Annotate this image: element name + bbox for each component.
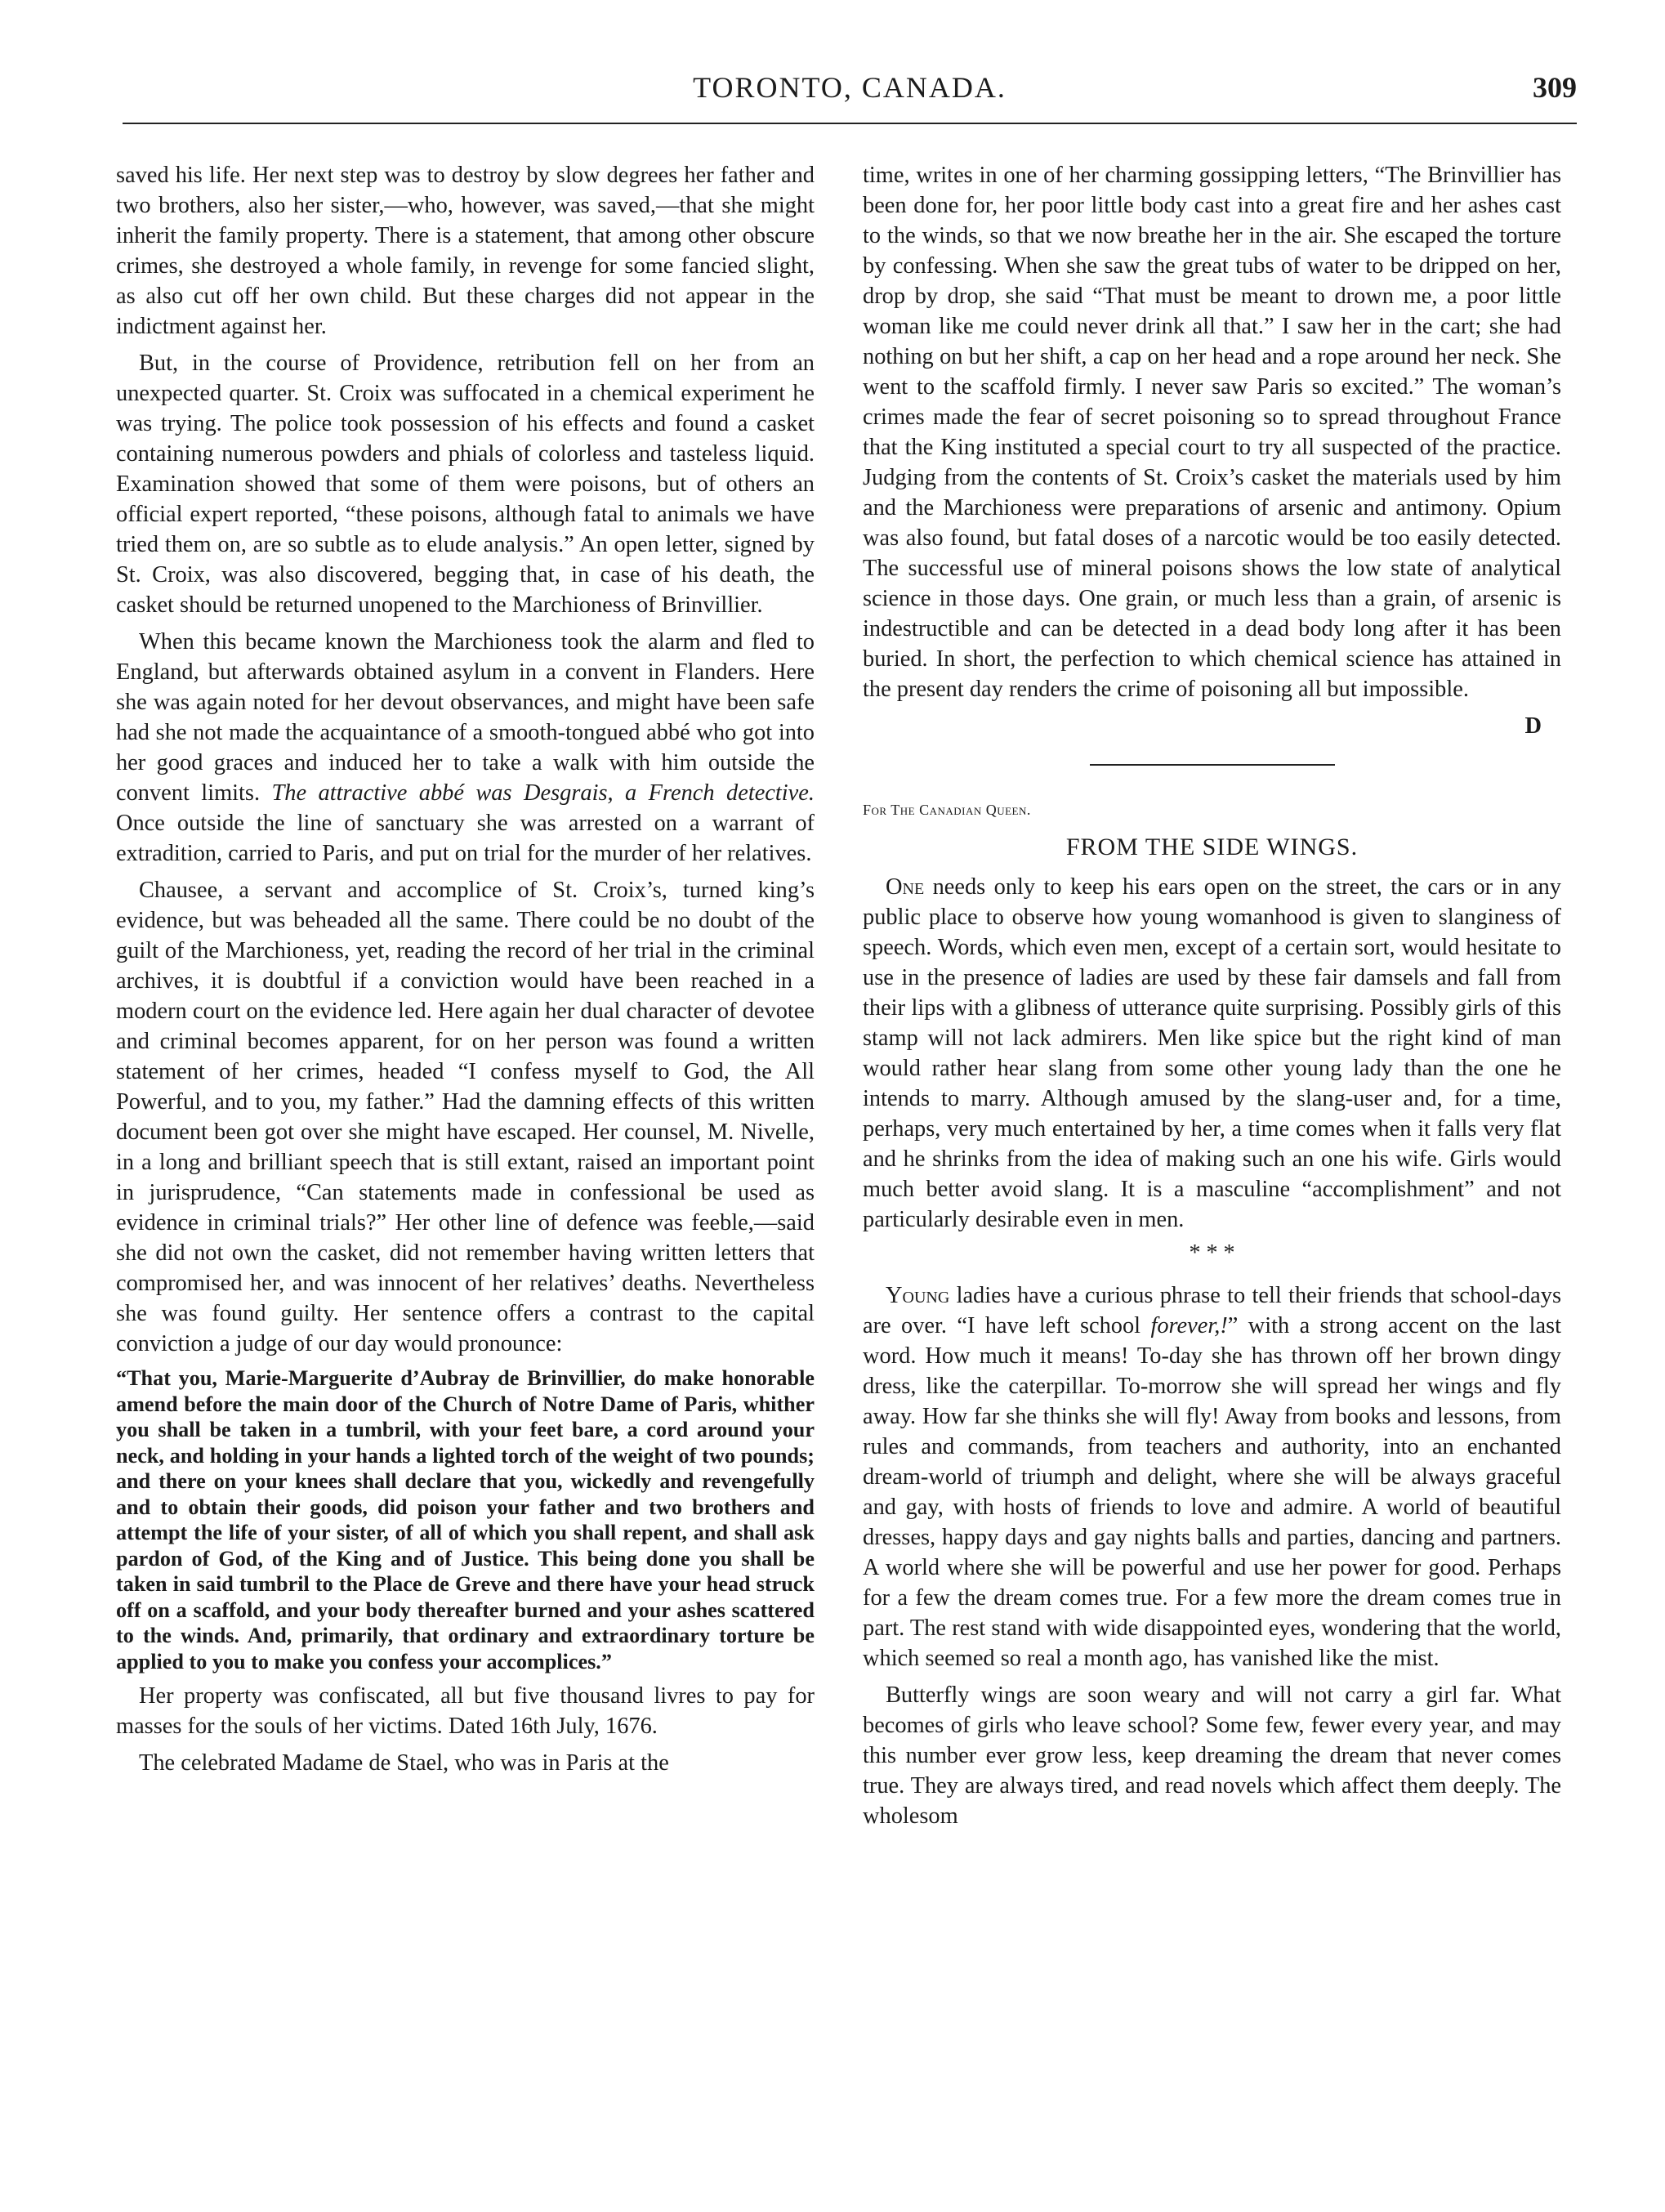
right-column <box>863 160 1561 1838</box>
paragraph <box>863 1280 1561 1674</box>
header-rule <box>123 123 1577 124</box>
text-run: Once outside the line of sanctuary she was arrested on a warrant of extradition, carried to Paris, and put on trial for the murder of her relatives. <box>116 811 815 866</box>
paragraph: Chausee, a servant and accomplice of St. Croix’s, turned king’s evidence, but was beheaded all the same. There could be no doubt of the guilt of the Marchioness, yet, reading the record of her trial in the criminal archives, it is doubtful if a conviction would have been reached in a modern court on the evidence led. Here again her dual character of devotee and criminal becomes apparent, for on her person was found a written statement of her crimes, headed “I confess myself to God, the All Powerful, and to you, my father.” Had the damning effects of this written document been got over she might have escaped. Her counsel, M. Nivelle, in a long and brilliant speech that is still extant, raised an important point in jurisprudence, “Can statements made in confessional be used as evidence in criminal trials?” Her other line of defence was feeble,—said she did not own the casket, did not remember having written letters that compromised her, and was innocent of her relatives’ deaths. Nevertheless she was found guilty. Her sentence offers a contrast to the capital conviction a judge of our day would pronounce: <box>116 878 815 1356</box>
lead-word: Young <box>886 1283 950 1308</box>
paragraph: The celebrated Madame de Stael, who was in Paris at the <box>139 1750 669 1776</box>
paragraph: But, in the course of Providence, retribution fell on her from an unexpected quarter. St. Croix was suffocated in a chemical experiment he was trying. The police took possession of his effects and found a casket containing numerous powders and phials of colorless and tasteless liquid. Examination showed that some of them were poisons, but of others an official expert reported, “these poisons, although fatal to animals we have tried them on, are so subtle as to elude analysis.” An open letter, signed by St. Croix, was also discovered, begging that, in case of his death, the casket should be returned unopened to the Marchioness of Brinvillier. <box>116 351 815 618</box>
lead-word: One <box>886 874 925 900</box>
paragraph: saved his life. Her next step was to destroy by slow degrees her father and two brothers, also her sister,—who, however, was saved,—that she might inherit the family property. There is a statement, that among other obscure crimes, she destroyed a whole family, in revenge for some fancied slight, as also cut off her own child. But these charges did not appear in the indictment against her. <box>116 163 815 339</box>
author-signature: D <box>1524 713 1542 739</box>
section-title: FROM THE SIDE WINGS. <box>1065 833 1359 860</box>
running-head: TORONTO, CANADA. <box>693 71 1007 104</box>
text-run: ” with a strong accent on the last word. How much it means! To-day she has thrown off her brown dingy dress, like the caterpillar. To-morrow she will spread her wings and fly away. How far she thinks she will fly! Away from books and lessons, from rules and commands, from teachers and authority, into an enchanted dream-world of triumph and delight, where she will be always graceful and gay, with hosts of friends to love and admire. A world of beautiful dresses, happy days and gay nights balls and parties, dancing and partners. A world where she will be powerful and use her power for good. Perhaps for a few the dream comes true. For a few more the dream comes true in part. The rest stand with wide disappointed eyes, wondering that the world, which seemed so real a month ago, has vanished like the mist. <box>863 1313 1561 1671</box>
paragraph <box>863 872 1561 1235</box>
italic-text: forever,! <box>1150 1313 1228 1338</box>
page-number: 309 <box>1533 71 1577 104</box>
asterism: * * * <box>1189 1240 1235 1266</box>
text-run: ladies have a curious phrase to tell their friends that school-days are over. “I have left school <box>863 1283 1561 1338</box>
text-run: When this became known the Marchioness took the alarm and fled to England, but afterwards obtained asylum in a convent in Flanders. Here she was again noted for her devout observances, and might have been safe had she not made the acquaintance of a smooth-tongued abbé who got into her good graces and induced her to take a walk with him outside the convent limits. <box>116 629 815 806</box>
left-column <box>116 160 815 1785</box>
page-header <box>123 59 1577 124</box>
sentence-quote: “That you, Marie-Marguerite d’Aubray de Brinvillier, do make honorable amend before the main door of the Church of Notre Dame of Paris, whither you shall be taken in a tumbril, with your feet bare, a cord around your neck, and holding in your hands a lighted torch of the weight of two pounds; and there on your knees shall declare that you, wickedly and revengefully and to obtain their goods, did poison your father and two brothers and attempt the life of your sister, of all of which you shall repent, and shall ask pardon of God, of the King and of Justice. This being done you shall be taken in said tumbril to the Place de Greve and there have your head struck off on a scaffold, and your body thereafter burned and your ashes scattered to the winds. And, primarily, that ordinary and extraordinary torture be applied to you to make you confess your accomplices.” <box>116 1366 815 1674</box>
section-divider <box>1090 764 1335 766</box>
paragraph: Butterfly wings are soon weary and will not carry a girl far. What becomes of girls who leave school? Some few, fewer every year, and may this number ever grow less, keep dreaming the dream that never comes true. They are always tired, and read novels which affect them deeply. The wholesom <box>863 1682 1561 1829</box>
paragraph: time, writes in one of her charming gossipping letters, “The Brinvillier has been done for, her poor little body cast into a great fire and her ashes cast to the winds, so that we now breathe her in the air. She escaped the torture by confessing. When she saw the great tubs of water to be dripped on her, drop by drop, she said “That must be meant to drown me, a poor little woman like me could never drink all that.” I saw her in the cart; she had nothing on but her shift, a cap on her head and a rope around her neck. She went to the scaffold firmly. I never saw Paris so excited.” The woman’s crimes made the fear of secret poisoning so to spread throughout France that the King instituted a special court to try all suspected of the practice. Judging from the contents of St. Croix’s casket the materials used by him and the Marchioness were preparations of arsenic and antimony. Opium was also found, but fatal doses of a narcotic would be too easily detected. The successful use of mineral poisons shows the low state of analytical science in those days. One grain, or much less than a grain, of arsenic is indestructible and can be detected in a dead body long after it has been buried. In short, the perfection to which chemical science has attained in the present day renders the crime of poisoning all but impossible. <box>863 163 1561 702</box>
paragraph: Her property was confiscated, all but five thousand livres to pay for masses for the souls of her victims. Dated 16th July, 1676. <box>116 1683 815 1739</box>
section-kicker: For The Canadian Queen. <box>863 802 1031 818</box>
italic-text: The attractive abbé was Desgrais, a French detective. <box>271 780 815 806</box>
text-run: needs only to keep his ears open on the street, the cars or in any public place to observe how young womanhood is given to slanginess of speech. Words, which even men, except of a certain sort, would hesitate to use in the presence of ladies are used by these fair damsels and fall from their lips with a glibness of utterance quite surprising. Possibly girls of this stamp will not lack admirers. Men like spice but the right kind of man would rather hear slang from some other young lady than the one he intends to marry. Although amused by the slang-user and, for a time, perhaps, very much entertained by her, a time comes when it falls very flat and he shrinks from the idea of making such an one his wife. Girls would much better avoid slang. It is a masculine “accomplishment” and not particularly desirable even in men. <box>863 874 1561 1232</box>
paragraph <box>116 627 815 869</box>
